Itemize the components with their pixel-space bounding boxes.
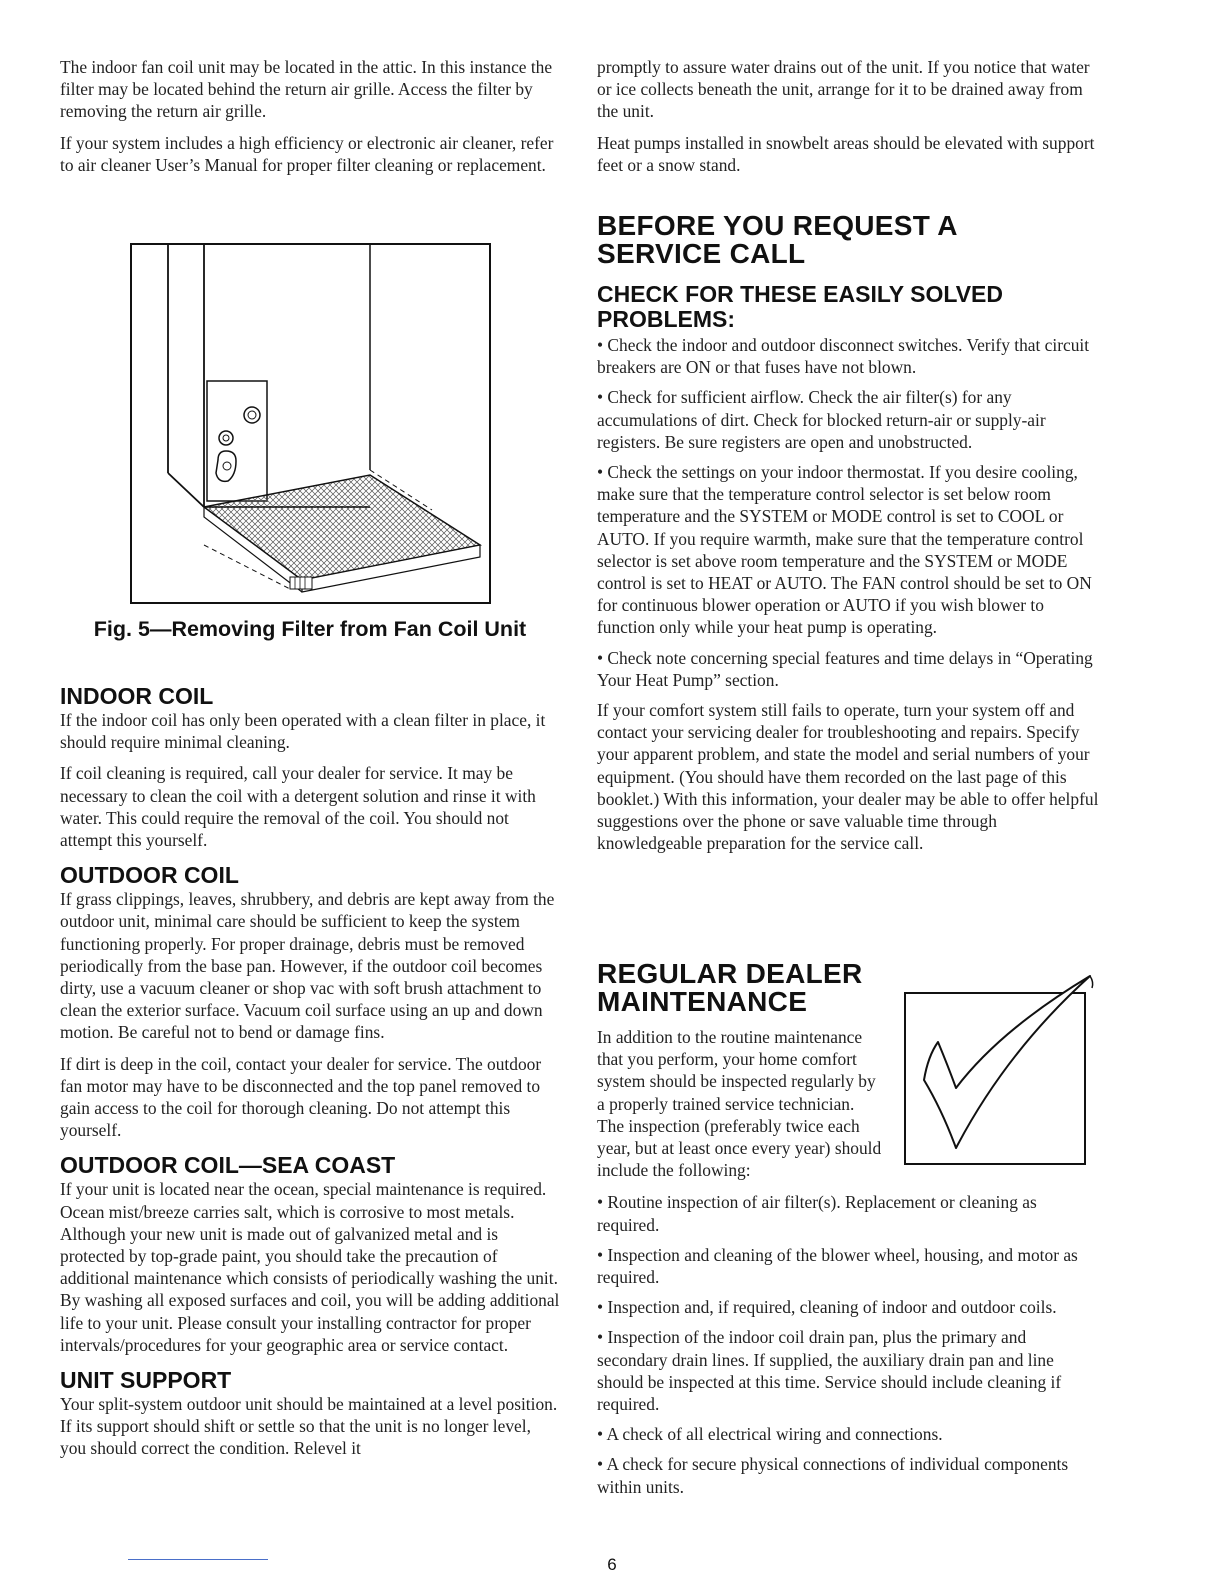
indoor-coil-paragraph-2: If coil cleaning is required, call your dealer for service. It may be necessary to clean the coil with a detergent solution and rinse it with water. This could require the removal of the coil. You should not attempt this yourself. [60, 763, 536, 851]
check-bullet-3: • Check the settings on your indoor thermostat. If you desire cooling, make sure that the temperature control selector is set below room temperature and the SYSTEM or MODE control is set to COOL or AUTO. If you require warmth, make sure that the temperature control selector is set above room temperature and the SYSTEM or MODE control is set to HEAT or AUTO. The FAN control should be set to ON for continuous blower operation or AUTO if you wish blower to function only while your heat pump is operating. [597, 462, 1092, 638]
outdoor-coil-paragraph-2: If dirt is deep in the coil, contact your dealer for service. The outdoor fan motor may have to be disconnected and the top panel removed to gain access to the coil for thorough cleaning. Do not attempt this yourself. [60, 1053, 542, 1141]
maintenance-bullet-2: • Inspection and cleaning of the blower wheel, housing, and motor as required. [597, 1244, 1078, 1288]
before-heading-line-2: SERVICE CALL [597, 238, 806, 270]
maintenance-bullet-5: • A check of all electrical wiring and connections. [597, 1424, 943, 1445]
maintenance-bullet-6: • A check for secure physical connections of individual components within units. [597, 1454, 1069, 1497]
maintenance-bullet-4: • Inspection of the indoor coil drain pan, plus the primary and secondary drain lines. If supplied, the auxiliary drain pan and line should be inspected at this time. Service should include cleaning if required. [597, 1327, 1062, 1415]
sea-coast-paragraph-1: If your unit is located near the ocean, special maintenance is required. Ocean mist/breeze carries salt, which is corrosive to most metals. Although your new unit is made out of galvanized metal and is protected by top-grade paint, you should take the precaution of additional maintenance which consists of periodically washing the unit. By washing all exposed surfaces and coil, you will be adding additional life to your unit. Please consult your installing contractor for proper intervals/procedures for your geographic area or service contact. [60, 1179, 560, 1355]
figure-caption: Fig. 5—Removing Filter from Fan Coil Unit [93, 617, 527, 641]
indoor-coil-paragraph-1: If the indoor coil has only been operated with a clean filter in place, it should require minimal cleaning. [60, 710, 546, 753]
check-bullet-4: • Check note concerning special features and time delays in “Operating Your Heat Pump” section. [597, 647, 1093, 690]
unit-support-paragraph-1: Your split-system outdoor unit should be maintained at a level position. If its support should shift or settle so that the unit is no longer level, you should correct the condition. Relevel it [60, 1394, 558, 1459]
indoor-coil-heading: INDOOR COIL [60, 683, 214, 709]
checkmark-box [904, 992, 1086, 1165]
unit-support-section [60, 1368, 560, 1460]
before-heading-line-1: BEFORE YOU REQUEST A [597, 210, 958, 242]
outdoor-coil-paragraph-1: If grass clippings, leaves, shrubbery, and debris are kept away from the outdoor unit, minimal care should be sufficient to keep the system functioning properly. For proper drainage, debris must be removed periodically from the base pan. However, if the outdoor coil becomes dirty, use a vacuum cleaner or shop vac with soft brush attachment to clean the exterior surface. Vacuum coil surface using an up and down motion. Be careful not to bend or damage fins. [60, 889, 555, 1043]
outdoor-coil-heading: OUTDOOR COIL [60, 862, 239, 889]
unit-support-heading: UNIT SUPPORT [60, 1367, 232, 1394]
indoor-coil-section [60, 684, 560, 851]
easily-solved-subheading [597, 282, 1100, 332]
continued-paragraph-1: promptly to assure water drains out of the unit. If you notice that water or ice collects beneath the unit, arrange for it to be drained away from the unit. [597, 57, 1090, 122]
checkmark-icon [904, 970, 1104, 1150]
sea-coast-section [60, 1153, 560, 1356]
right-column [597, 56, 1100, 863]
check-bullet-1: • Check the indoor and outdoor disconnect switches. Verify that circuit breakers are ON or that fuses have not blown. [597, 335, 1090, 378]
subheading-line-2: PROBLEMS: [597, 306, 735, 333]
subheading-line-1: CHECK FOR THESE EASILY SOLVED [597, 281, 1003, 308]
intro-paragraph-2: If your system includes a high efficiency or electronic air cleaner, refer to air cleaner User’s Manual for proper filter cleaning or replacement. [60, 132, 554, 175]
regular-intro-paragraph: In addition to the routine maintenance that you perform, your home comfort system should be inspected regularly by a properly trained service technician. The inspection (preferably twice each year, but at least once every year) should include the following: [597, 1027, 882, 1181]
before-closing-paragraph: If your comfort system still fails to operate, turn your system off and contact your servicing dealer for troubleshooting and repairs. Specify your apparent problem, and state the model and serial numbers of your equipment. (You should have them recorded on the last page of this booklet.) With this information, your dealer may be able to offer helpful suggestions over the phone or save valuable time through knowledgeable preparation for the service call. [597, 700, 1099, 854]
regular-heading-line-2: MAINTENANCE [597, 986, 808, 1017]
fan-coil-illustration [132, 245, 489, 602]
page-number: 6 [607, 1555, 617, 1574]
outdoor-coil-section [60, 863, 560, 1141]
left-column-intro [60, 56, 560, 185]
before-service-call-heading [597, 212, 1100, 268]
continued-paragraph-2: Heat pumps installed in snowbelt areas should be elevated with support feet or a snow stand. [597, 132, 1095, 175]
check-bullet-2: • Check for sufficient airflow. Check the air filter(s) for any accumulations of dirt. Check for blocked return-air or supply-air registers. Be sure registers are open and unobstructed. [597, 387, 1046, 452]
left-column-sections [60, 684, 560, 1469]
figure-fan-coil-filter [130, 243, 491, 604]
maintenance-bullet-1: • Routine inspection of air filter(s). Replacement or cleaning as required. [597, 1192, 1037, 1235]
maintenance-bullet-3: • Inspection and, if required, cleaning of indoor and outdoor coils. [597, 1297, 1057, 1318]
intro-paragraph-1: The indoor fan coil unit may be located in the attic. In this instance the filter may be located behind the return air grille. Access the filter by removing the return air grille. [60, 57, 553, 122]
sea-coast-heading: OUTDOOR COIL—SEA COAST [60, 1152, 396, 1179]
before-service-call-section [597, 212, 1100, 854]
regular-heading-line-1: REGULAR DEALER [597, 958, 863, 989]
